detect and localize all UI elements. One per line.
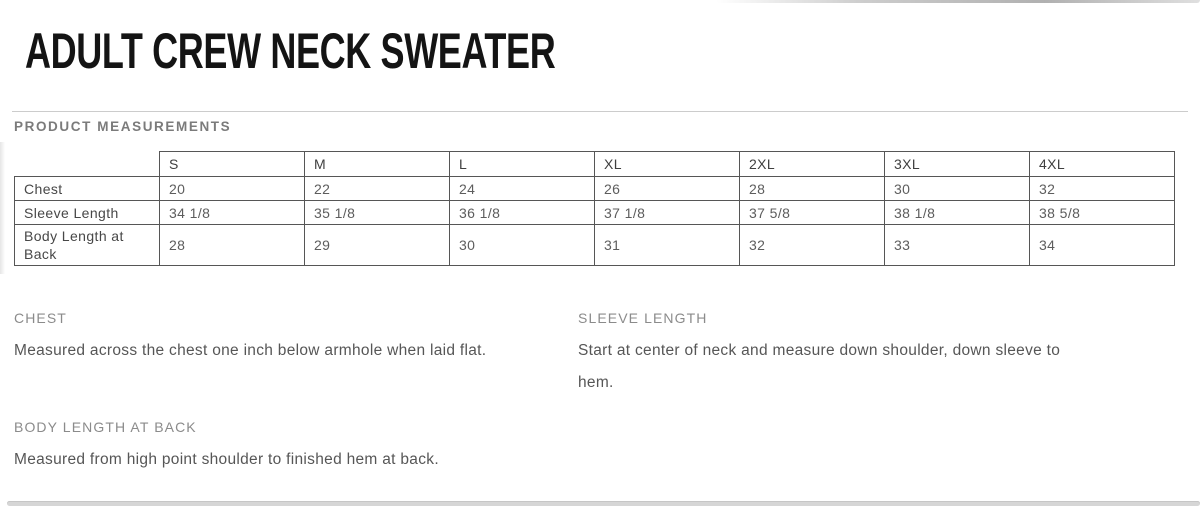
measurement-cell: 20 xyxy=(160,177,305,201)
table-row-chest xyxy=(15,177,1175,201)
column-header-s: S xyxy=(160,152,305,177)
measurement-cell: 32 xyxy=(740,225,885,266)
measurement-cell: 22 xyxy=(305,177,450,201)
measurement-cell: 32 xyxy=(1030,177,1175,201)
definition-chest-heading: CHEST xyxy=(14,310,67,326)
measurement-cell: 38 5/8 xyxy=(1030,201,1175,225)
measurement-cell: 33 xyxy=(885,225,1030,266)
definition-body-length-heading: BODY LENGTH AT BACK xyxy=(14,419,197,435)
definition-chest-text: Measured across the chest one inch below armhole when laid flat. xyxy=(14,342,487,359)
measurement-cell: 37 5/8 xyxy=(740,201,885,225)
measurement-cell: 26 xyxy=(595,177,740,201)
measurement-cell: 34 1/8 xyxy=(160,201,305,225)
section-heading: PRODUCT MEASUREMENTS xyxy=(14,119,232,134)
measurement-cell: 31 xyxy=(595,225,740,266)
measurement-cell: 28 xyxy=(740,177,885,201)
page-title: ADULT CREW NECK SWEATER xyxy=(25,23,556,79)
size-header-row xyxy=(15,152,1175,177)
measurement-cell: 29 xyxy=(305,225,450,266)
table-row-sleeve-length xyxy=(15,201,1175,225)
measurement-cell: 30 xyxy=(885,177,1030,201)
row-label-body-length-at-back: Body Length at Back xyxy=(15,225,160,266)
size-chart-table xyxy=(14,151,1175,266)
measurement-cell: 30 xyxy=(450,225,595,266)
measurement-cell: 24 xyxy=(450,177,595,201)
column-header-m: M xyxy=(305,152,450,177)
table-left-edge-shadow xyxy=(0,142,5,274)
column-header-xl: XL xyxy=(595,152,740,177)
definition-sleeve-length xyxy=(578,308,1200,399)
measurement-cell: 35 1/8 xyxy=(305,201,450,225)
definition-body-length-at-back xyxy=(14,417,578,476)
definition-sleeve-length-text: Start at center of neck and measure down shoulder, down sleeve to hem. xyxy=(578,342,1061,391)
table-row-body-length-at-back xyxy=(15,225,1175,266)
row-label-sleeve-length: Sleeve Length xyxy=(15,201,160,225)
measurement-cell: 38 1/8 xyxy=(885,201,1030,225)
column-header-4xl: 4XL xyxy=(1030,152,1175,177)
horizontal-scrollbar[interactable] xyxy=(7,501,1200,506)
row-label-chest: Chest xyxy=(15,177,160,201)
measurement-cell: 36 1/8 xyxy=(450,201,595,225)
definition-sleeve-length-heading: SLEEVE LENGTH xyxy=(578,310,708,326)
table-corner-cell xyxy=(15,152,160,177)
column-header-2xl: 2XL xyxy=(740,152,885,177)
measurement-cell: 28 xyxy=(160,225,305,266)
definition-chest xyxy=(14,308,578,399)
section-divider xyxy=(12,111,1188,112)
column-header-3xl: 3XL xyxy=(885,152,1030,177)
measurement-cell: 34 xyxy=(1030,225,1175,266)
measurement-cell: 37 1/8 xyxy=(595,201,740,225)
definition-body-length-text: Measured from high point shoulder to finished hem at back. xyxy=(14,451,439,468)
top-shadow-line xyxy=(716,0,1200,3)
measurement-definitions xyxy=(14,308,1200,476)
column-header-l: L xyxy=(450,152,595,177)
